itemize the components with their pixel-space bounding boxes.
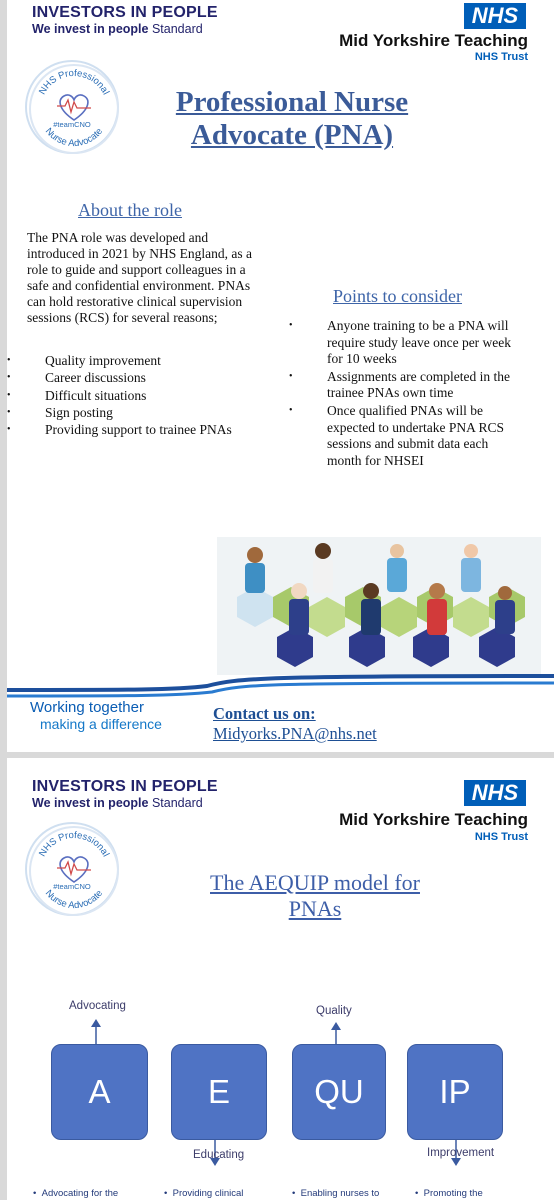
investors-in-people-logo: INVESTORS IN PEOPLE We invest in people Standard — [32, 4, 218, 36]
pna-badge-2 — [25, 822, 119, 916]
arrow-up-icon-2 — [330, 1022, 342, 1046]
investors-in-people-logo-2: INVESTORS IN PEOPLE We invest in people Standard — [32, 778, 218, 810]
reason-item: • Sign posting — [7, 404, 257, 421]
badge-graphic-2 — [27, 824, 121, 918]
heart-pulse-icon — [57, 95, 91, 120]
nurses-graphic — [217, 537, 541, 675]
point-item: • Once qualified PNAs will be expected to undertake PNA RCS sessions and submit data each month for NHSEI — [287, 403, 517, 469]
trust-name-2: Mid Yorkshire Teaching — [339, 810, 528, 829]
pna-badge — [25, 60, 119, 154]
heart-pulse-icon — [57, 857, 91, 882]
nhs-logo: NHS — [464, 3, 526, 29]
trust-subtitle: NHS Trust — [474, 51, 528, 63]
badge-graphic — [27, 62, 121, 156]
reasons-list — [7, 352, 257, 438]
nhs-logo-2: NHS — [464, 780, 526, 806]
badge-hashtag-2: #teamCNO — [53, 882, 91, 891]
point-item: • Anyone training to be a PNA will require study leave once per week for 10 weeks — [287, 318, 517, 368]
svg-text:NHS Professional: NHS Professional — [36, 829, 112, 859]
block-e: E — [171, 1044, 267, 1140]
poster-title: Professional Nurse Advocate (PNA) — [175, 86, 409, 151]
bullet-educating: • Providing clinical — [164, 1188, 244, 1199]
points-list — [287, 318, 517, 470]
footer-slogan: Working together making a difference — [30, 699, 162, 732]
contact-block: Contact us on: Midyorks.PNA@nhs.net — [213, 704, 377, 743]
bullet-quality: • Enabling nurses to — [292, 1188, 380, 1199]
reason-item: • Quality improvement — [7, 352, 257, 369]
reason-item: • Career discussions — [7, 369, 257, 386]
points-heading: Points to consider — [333, 286, 462, 306]
block-qu: QU — [292, 1044, 386, 1140]
nurses-illustration — [217, 537, 541, 675]
reason-item: • Providing support to trainee PNAs — [7, 421, 257, 438]
block-ip: IP — [407, 1044, 503, 1140]
label-advocating: Advocating — [69, 1000, 126, 1012]
bullet-advocating: • Advocating for the — [33, 1188, 119, 1199]
label-improvement: Improvement — [427, 1147, 495, 1159]
label-educating: Educating — [193, 1149, 245, 1161]
about-heading: About the role — [78, 200, 182, 220]
reason-item: • Difficult situations — [7, 387, 257, 404]
svg-text:Nurse Advocate: Nurse Advocate — [42, 887, 106, 912]
trust-subtitle-2: NHS Trust — [474, 831, 528, 843]
label-quality: Quality — [316, 1005, 352, 1017]
contact-email-link[interactable]: Midyorks.PNA@nhs.net — [213, 724, 377, 743]
bullet-improvement: • Promoting the — [415, 1188, 483, 1199]
badge-hashtag: #teamCNO — [53, 120, 91, 129]
poster-page-pna — [7, 0, 554, 752]
trust-name: Mid Yorkshire Teaching — [339, 31, 528, 50]
poster-page-aequip — [7, 758, 554, 1200]
block-a: A — [51, 1044, 148, 1140]
arrow-up-icon — [90, 1019, 102, 1045]
svg-text:NHS Professional: NHS Professional — [36, 67, 112, 97]
svg-text:Nurse Advocate: Nurse Advocate — [42, 125, 106, 150]
point-item: • Assignments are completed in the trainee PNAs own time — [287, 369, 517, 402]
about-text: The PNA role was developed and introduced in 2021 by NHS England, as a role to guide and support colleagues in a safe and confidential environment. PNAs can hold restorative clinical supervision sessions (RCS) for several reasons; — [27, 230, 252, 325]
aequip-title: The AEQUIP model for PNAs — [210, 870, 420, 921]
